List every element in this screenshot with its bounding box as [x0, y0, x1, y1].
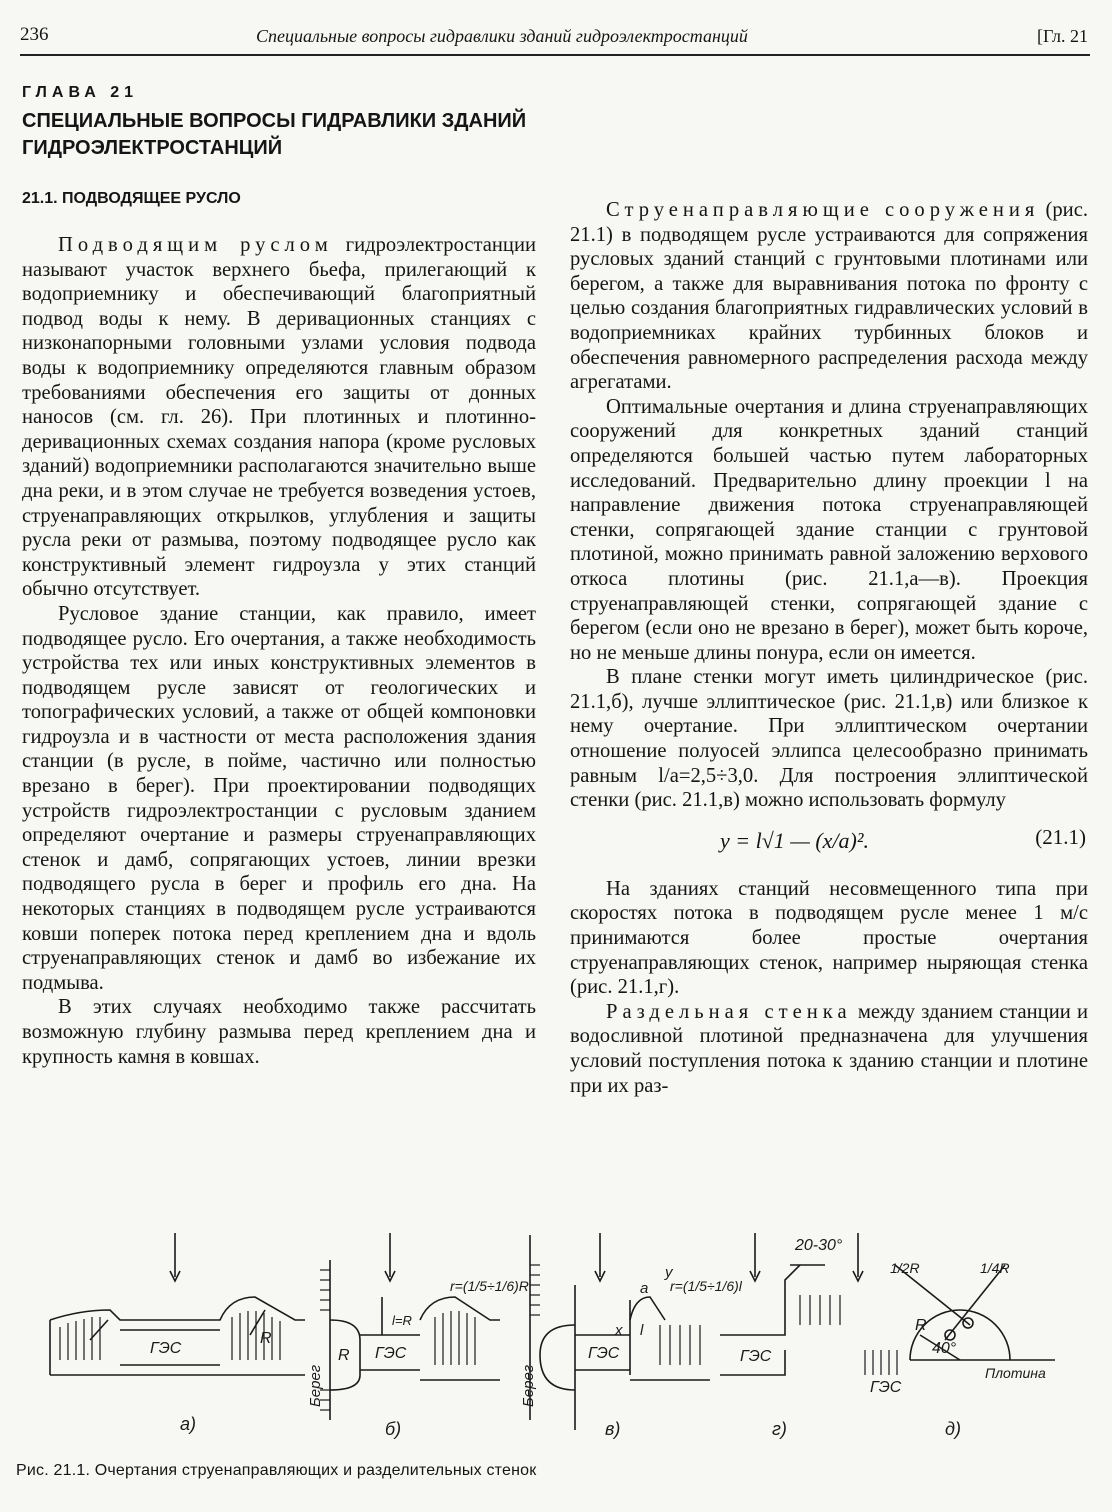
label-hes-a: ГЭС — [150, 1340, 182, 1357]
label-x: x — [615, 1322, 623, 1339]
chapter-reference: [Гл. 21 — [1036, 26, 1088, 46]
label-R-b: R — [338, 1347, 350, 1364]
panel-b — [320, 1233, 540, 1420]
paragraph — [570, 1000, 1088, 1098]
sub-label-v: в) — [605, 1419, 621, 1439]
paragraph-text: (рис. 21.1) в подводящем русле устраиваются для сопряжения русловых зданий станций с грунтовыми плотинами или берегом, а также для выравнивания потока по фронту с целью создания благоприятных гидравлических условий в водоприемниках крайних турбинных блоков и обеспечения равномерного распределения расхода между агрегатами. — [570, 199, 1088, 394]
label-dam: Плотина — [985, 1365, 1046, 1381]
section-title: 21.1. ПОДВОДЯЩЕЕ РУСЛО — [22, 190, 241, 207]
label-half-R: 1/2R — [890, 1260, 920, 1276]
page-number: 236 — [20, 24, 49, 45]
figure-21-1 — [20, 1225, 1090, 1475]
sub-label-a: а) — [180, 1414, 197, 1434]
paragraph: Русловое здание станции, как правило, имеет подводящее русло. Его очертания, а также необходимость устройства тех или иных конструктивных элементов в подводящем русле зависят от геологических и топографических условий, а также от общей компоновки гидроузла и в частности от места расположения здания станции (в русле, в пойме, частично или полностью врезано в берег). При проектировании подводящих устройств гидроэлектростанции с русловым зданием определяют очертание и размеры струенаправляющих стенок и дамб, сопрягающих устоев, линии врезки подводящего русла в берег и профиль его дна. На некоторых станциях в подводящем русле устраиваются ковши поперек потока перед креплением дна и вдоль струенаправляющих стенок и дамб во избежание их подмыва. — [22, 602, 536, 994]
sub-label-d: д) — [945, 1419, 961, 1439]
figure-caption: Рис. 21.1. Очертания струенаправляющих и разделительных стенок — [16, 1462, 537, 1479]
label-angle-range: 20-30° — [795, 1237, 843, 1254]
label-bank-v: Берег — [520, 1364, 537, 1407]
label-r-formula-v: r=(1/5÷1/6)l — [670, 1278, 742, 1294]
running-title: Специальные вопросы гидравлики зданий гидроэлектростанций — [256, 26, 748, 46]
chapter-title: СПЕЦИАЛЬНЫЕ ВОПРОСЫ ГИДРАВЛИКИ ЗДАНИЙ ГИДРОЭЛЕКТРОСТАНЦИЙ — [22, 110, 527, 159]
defined-term: Раздельная стенка — [606, 1000, 852, 1023]
formula: y = l√1 — (x/a)². — [720, 827, 869, 853]
panel-g — [720, 1233, 840, 1375]
paragraph: Оптимальные очертания и длина струенаправляющих сооружений для конкретных зданий станций определяются большей частью путем лабораторных исследований. Предварительно длину проекции l на направление движения потока струенаправляющей стенки, сопрягающей здание станции с грунтовой плотиной, можно принимать равной заложению верхового откоса плотины (рис. 21.1,а—в). Проекция струенаправляющей стенки, сопрягающей здание с берегом (если оно не врезано в берег), может быть короче, но не меньше длины понура, если он имеется. — [570, 395, 1088, 664]
paragraph: В плане стенки могут иметь цилиндрическое (рис. 21.1,б), лучше эллиптическое (рис. 21.1,в) или близкое к нему очертание. При эллиптическом очертании отношение полуосей эллипса целесообразно принимать равным l/a=2,5÷3,0. Для построения эллиптической стенки (рис. 21.1,в) можно использовать формулу — [570, 666, 1088, 812]
label-angle-40: 40° — [932, 1340, 957, 1357]
label-l-eq-R: l=R — [392, 1313, 412, 1328]
paragraph: В этих случаях необходимо также рассчитать возможную глубину размыва перед креплением дна и крупность камня в ковшах. — [22, 996, 536, 1068]
left-column — [22, 233, 536, 1069]
label-R-a: R — [260, 1330, 272, 1347]
label-hes-v: ГЭС — [588, 1345, 620, 1362]
panel-v — [540, 1233, 710, 1430]
label-hes-d: ГЭС — [870, 1379, 902, 1396]
paragraph-text: между зданием станции и водосливной плотиной предназначена для улучшения условий поступления потока к зданию станции и плотине при их раз- — [570, 1000, 1088, 1097]
formula-number: (21.1) — [1035, 824, 1086, 849]
label-l: l — [640, 1322, 644, 1339]
running-header — [20, 22, 1088, 62]
defined-term: Струенаправляющие сооружения — [606, 199, 1040, 221]
paragraph-text: гидроэлектростанции называют участок верхнего бьефа, прилегающий к водоприемнику и обеспечивающий благоприятный подвод воды к нему. В деривационных станциях с низконапорными головными узлами условия подвода воды к водоприемнику определяются главным образом требованиями обеспечения его защиты от донных наносов (см. гл. 26). При плотинных и плотинно-деривационных схемах создания напора (кроме русловых зданий) водоприемники располагаются значительно выше дна реки, и в этом случае не требуется возведения устоев, струенаправляющих открылков, углубления и защиты русла реки от размыва, поэтому подводящее русло как конструктивный элемент гидроузла у этих станций обычно отсутствует. — [22, 234, 536, 601]
sub-label-b: б) — [385, 1419, 402, 1439]
chapter-label: ГЛАВА 21 — [22, 84, 139, 101]
paragraph — [22, 233, 536, 602]
paragraph — [570, 198, 1088, 395]
label-r-formula-b: r=(1/5÷1/6)R — [450, 1278, 529, 1294]
paragraph: На зданиях станций несовмещенного типа при скоростях потока в подводящем русле менее 1 м/с принимаются более простые очертания струенаправляющих стенок, например ныряющая стенка (рис. 21.1,г). — [570, 877, 1088, 999]
label-y: y — [665, 1264, 673, 1281]
header-rule — [20, 54, 1090, 56]
label-quarter-R: 1/4R — [980, 1260, 1010, 1276]
right-column — [570, 198, 1088, 1098]
label-hes-g: ГЭС — [740, 1348, 772, 1365]
sub-label-g: г) — [772, 1419, 787, 1439]
label-hes-b: ГЭС — [375, 1345, 407, 1362]
formula-block — [570, 817, 1088, 869]
label-a: a — [640, 1280, 649, 1297]
label-R-d: R — [915, 1317, 927, 1334]
defined-term: Подводящим руслом — [58, 234, 333, 256]
label-bank-b: Берег — [307, 1364, 324, 1407]
